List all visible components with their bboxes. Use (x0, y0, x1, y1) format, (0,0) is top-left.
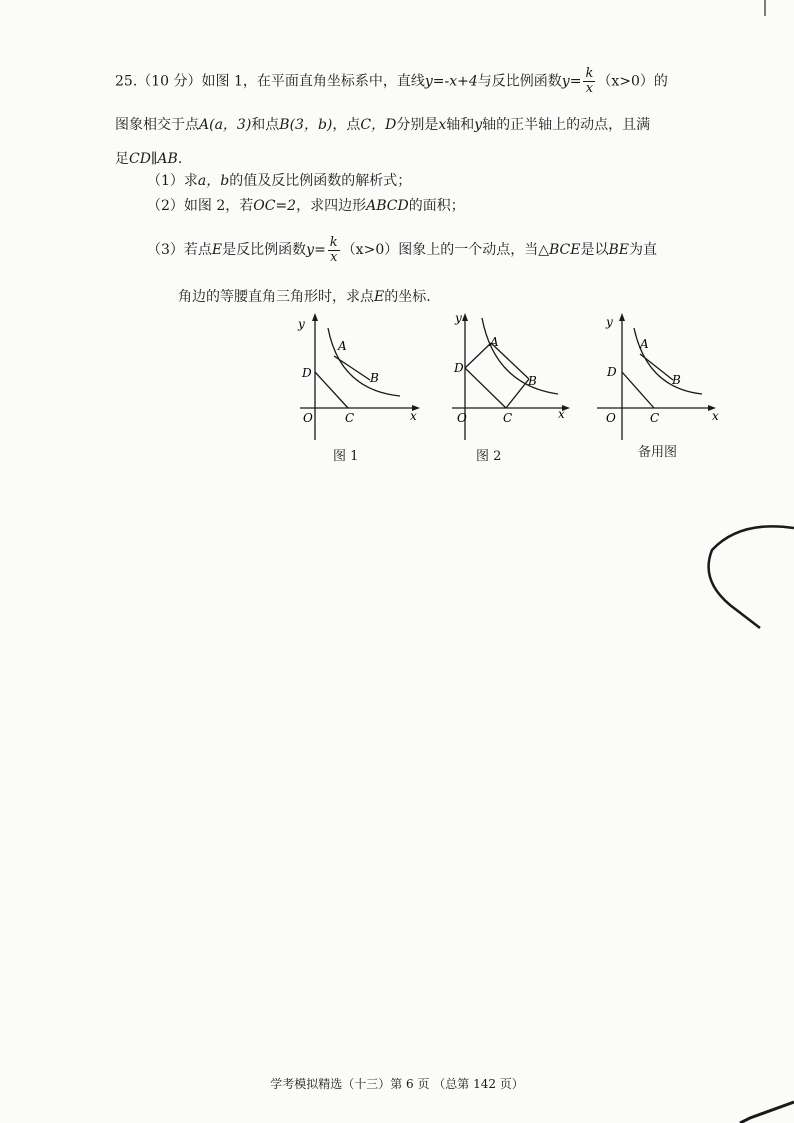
x-var: x (438, 117, 447, 133)
scan-artifact-corner (730, 1100, 794, 1123)
problem-text: 轴的正半轴上的动点，且满 (482, 117, 651, 133)
figure-2-diagram (440, 310, 580, 440)
label-c: C (503, 411, 513, 425)
question-text: （3）若点 (147, 242, 212, 258)
scan-stroke (740, 1102, 794, 1123)
label-b: B (672, 373, 681, 387)
problem-number: 25. (115, 73, 138, 90)
point-e: E (211, 242, 223, 258)
problem-text: 和点 (251, 117, 280, 133)
scan-stroke (709, 526, 794, 628)
label-c: C (650, 411, 660, 425)
points-cd: C，D (360, 117, 397, 133)
quad-abcd: ABCD (366, 198, 409, 214)
label-o: O (457, 411, 467, 425)
label-y: y (298, 317, 305, 331)
question-text: （1）求 (147, 173, 198, 189)
question-3-line-2 (178, 288, 431, 306)
y-axis-arrow (312, 313, 318, 321)
segment-dc (315, 372, 348, 408)
question-2 (147, 197, 465, 215)
problem-line-2 (115, 116, 650, 134)
figure-2-caption: 图 2 (476, 449, 502, 464)
fraction-k-over-x (328, 236, 340, 265)
func-lhs: y= (306, 242, 326, 258)
question-text: 角边的等腰直角三角形时，求点 (178, 289, 374, 305)
fraction-numerator: k (329, 234, 338, 250)
problem-text: 足 (115, 151, 129, 167)
problem-text: ，点 (332, 117, 361, 133)
problem-line-3 (115, 150, 182, 168)
label-d: D (302, 366, 312, 380)
question-text: 是反比例函数 (222, 242, 307, 258)
label-x: x (558, 407, 565, 421)
figure-spare-diagram (592, 310, 732, 440)
problem-text: 轴和 (446, 117, 475, 133)
problem-score: （10 分） (137, 73, 202, 90)
fraction-denominator: x (585, 81, 594, 96)
point-b: B(3，b) (279, 117, 333, 133)
problem-text: 与反比例函数 (477, 73, 562, 90)
figure-1 (290, 310, 430, 440)
label-c: C (345, 411, 355, 425)
vars-ab: a，b (197, 173, 230, 189)
label-d: D (454, 361, 464, 375)
label-y: y (606, 315, 613, 329)
func-lhs: y= (561, 73, 582, 90)
label-b: B (528, 374, 537, 388)
question-text: （x>0）图象上的一个动点，当△ (341, 242, 549, 258)
figure-spare (592, 310, 732, 440)
segment-ab (640, 354, 673, 380)
label-o: O (303, 411, 313, 425)
label-x: x (410, 409, 417, 423)
label-o: O (606, 411, 616, 425)
point-e: E (374, 289, 385, 305)
segment-dc (465, 368, 506, 408)
question-text: 是以 (580, 242, 609, 258)
problem-text: 如图 1，在平面直角坐标系中，直线 (201, 73, 425, 90)
question-text: ，求四边形 (296, 198, 367, 214)
label-x: x (712, 409, 719, 423)
question-text: 的值及反比例函数的解析式； (229, 173, 412, 189)
scan-artifact-top (760, 0, 770, 20)
label-a: A (338, 339, 347, 353)
figure-1-diagram (290, 310, 430, 440)
segment-bc (506, 379, 529, 408)
label-d: D (607, 365, 617, 379)
domain-condition: （x>0）的 (597, 73, 668, 90)
y-axis-arrow (462, 313, 468, 321)
fraction-numerator: k (585, 66, 594, 81)
question-3 (147, 233, 657, 267)
label-a: A (640, 337, 649, 351)
figure-1-caption: 图 1 (333, 449, 359, 464)
problem-line-1 (115, 67, 668, 96)
y-axis-arrow (619, 313, 625, 321)
oc-value: OC=2 (253, 198, 297, 214)
fraction-k-over-x (583, 67, 595, 96)
point-a: A(a，3) (199, 117, 252, 133)
figure-spare-caption: 备用图 (638, 445, 678, 460)
problem-text: 图象相交于点 (115, 117, 199, 133)
fraction-denominator: x (330, 249, 338, 265)
y-var: y (474, 117, 483, 133)
label-b: B (370, 371, 379, 385)
segment-da (465, 343, 491, 368)
page-footer: 学考模拟精选（十三）第 6 页 （总第 142 页） (270, 1077, 524, 1091)
triangle-bce: BCE (549, 242, 581, 258)
question-text: （2）如图 2，若 (147, 198, 254, 214)
label-y: y (455, 311, 462, 325)
hyperbola-curve (482, 318, 558, 394)
question-1 (147, 172, 411, 190)
question-text: 为直 (629, 242, 657, 258)
problem-text: . (177, 151, 183, 167)
segment-be: BE (608, 242, 629, 258)
segment-dc (622, 372, 654, 408)
scan-artifact-right (700, 520, 794, 630)
problem-text: 分别是 (396, 117, 439, 133)
figure-2 (440, 310, 580, 440)
question-text: 的坐标. (384, 289, 431, 305)
line-equation: y=-x+4 (424, 73, 478, 90)
question-text: 的面积； (408, 198, 465, 214)
label-a: A (490, 335, 499, 349)
parallel-condition: CD∥AB (129, 151, 178, 167)
